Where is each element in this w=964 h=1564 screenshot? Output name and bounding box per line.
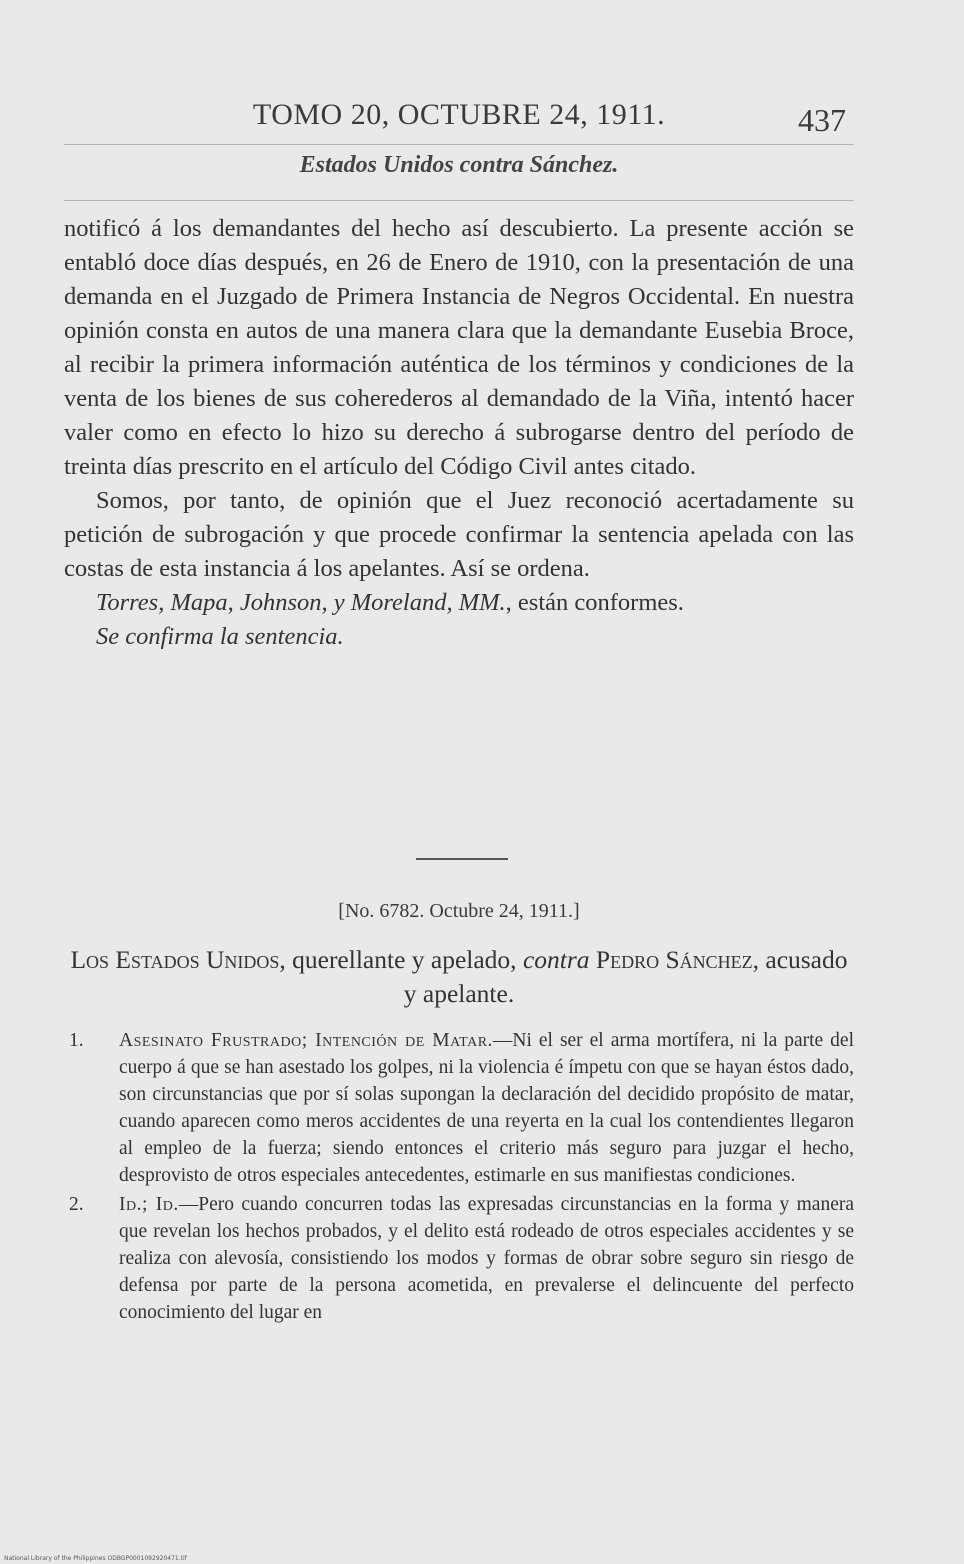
plaintiff-role: , querellante y apelado, (279, 945, 523, 974)
syllabus-text: —Ni el ser el arma mortífera, ni la parte del cuerpo á que se han asestado los golpes, ni la violencia é ímpetu con que se hayan éstos dado, son circunstancias que por sí solas supongan la declaración del decidido propósito de matar, cuando aparecen como meros accidentes de una reyerta en la cual los contendientes llegaron al empleo de la fuerza; siendo entonces el criterio más seguro para juzgar el hecho, desprovisto de otros especiales antecedentes, estimarle en sus manifiestas condiciones. (119, 1030, 854, 1186)
case-title (64, 943, 854, 1011)
header-rule-top (64, 144, 854, 145)
syllabus-text: —Pero cuando concurren todas las expresadas circunstancias en la forma y manera que revelan los hechos probados, y el delito está rodeado de otros especiales accidentes y se realiza con alevosía, consistiendo los modos y formas de obrar sobre seguro sin riesgo de defensa por parte de la persona acometida, en prevalerse el delincuente del perfecto conocimiento del lugar en (119, 1194, 854, 1323)
contra-word: contra (522, 945, 590, 974)
syllabus-heading: Asesinato Frustrado; Intención de Matar. (119, 1030, 493, 1051)
defendant-role: , acusado y apelante. (403, 945, 848, 1008)
syllabus-number: 1. (69, 1030, 84, 1051)
concurring-justices: Torres, Mapa, Johnson, y Moreland, MM. (96, 589, 506, 616)
concurrence (64, 586, 854, 620)
section-divider (416, 858, 508, 860)
case-running-head: Estados Unidos contra Sánchez. (299, 152, 619, 178)
page-number: 437 (798, 102, 846, 138)
opinion-paragraph-2: Somos, por tanto, de opinión que el Juez reconoció acertadamente su petición de subrogación y que procede confirmar la sentencia apelada con las costas de esta instancia á los apelantes. Así se ordena. (64, 487, 854, 582)
syllabus-heading: Id.; Id. (119, 1194, 179, 1215)
header-rule-bottom (64, 200, 854, 201)
running-title: TOMO 20, OCTUBRE 24, 1911. (252, 98, 666, 131)
party-plaintiff: Los Estados Unidos (70, 945, 280, 974)
syllabus (64, 1027, 854, 1328)
syllabus-item (64, 1027, 854, 1189)
running-head (64, 96, 854, 136)
judgment-line: Se confirma la sentencia. (96, 623, 344, 650)
opinion-paragraph-1: notificó á los demandantes del hecho así descubierto. La presente acción se entabló doce días después, en 26 de Enero de 1910, con la presentación de una demanda en el Juzgado de Primera Instancia de Negros Occidental. En nuestra opinión consta en autos de una manera clara que la demandante Eusebia Broce, al recibir la primera información auténtica de los términos y condiciones de la venta de los bienes de sus coherederos al demandado de la Viña, intentó hacer valer como en efecto lo hizo su derecho á subrogarse dentro del período de treinta días prescrito en el artículo del Código Civil antes citado. (64, 215, 854, 480)
concurrence-text: , están conformes. (505, 589, 684, 616)
scan-footer: National Library of the Philippines ODBGP0001092920471.tif (4, 1555, 187, 1562)
docket-line: [No. 6782. Octubre 24, 1911.] (338, 900, 580, 922)
syllabus-number: 2. (69, 1194, 84, 1215)
syllabus-item (64, 1191, 854, 1326)
party-defendant: Pedro Sánchez (595, 945, 753, 974)
opinion-text (64, 212, 854, 654)
